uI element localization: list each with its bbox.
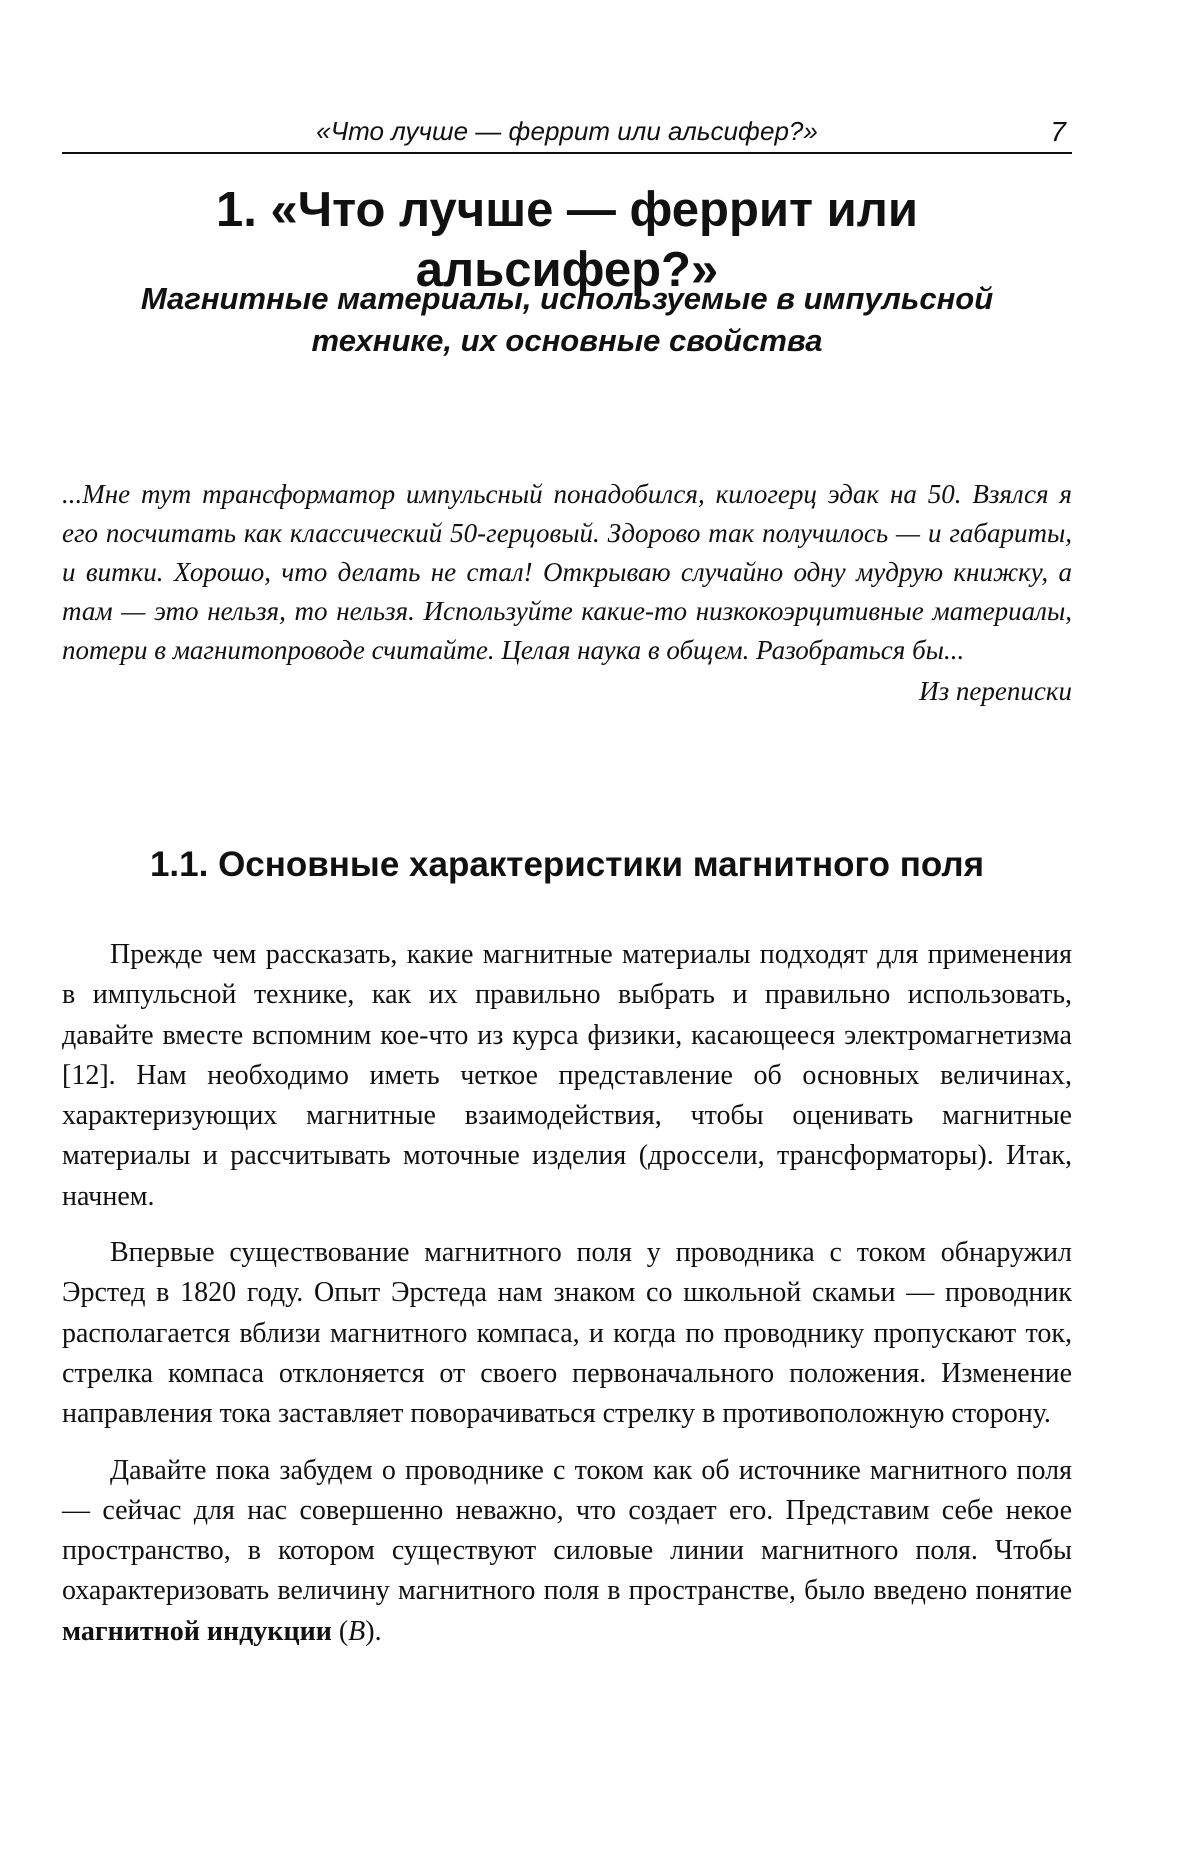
epigraph-text: ...Мне тут трансформатор импульсный понадобился, килогерц эдак на 50. Взялся я его посчитать как классический 50-герцовый. Здорово так получилось — и габариты, и витки. Хорошо, что делать не стал! Открываю случайно одну мудрую книжку, а там — это нельзя, то нельзя. Используйте какие-то низкокоэрцитивные материалы, потери в магнитопроводе считайте. Целая наука в общем. Разобраться бы...: [62, 479, 1072, 665]
paragraph-3-text: Давайте пока забудем о проводнике с током как об источнике магнитного поля — сейчас для нас совершенно неважно, что создает его. Представим себе некое пространство, в котором существуют силовые линии магнитного поля. Чтобы охарактеризовать величину магнитного поля в пространстве, было введено понятие: [62, 1454, 1072, 1607]
page-number: 7: [1050, 116, 1066, 147]
paragraph-3-open: (: [331, 1615, 349, 1647]
epigraph-source: Из переписки: [919, 676, 1072, 706]
epigraph: [62, 475, 1072, 711]
chapter-subtitle: Магнитные материалы, используемые в импульсной технике, их основные свойства: [140, 281, 994, 358]
running-head-title: «Что лучше — феррит или альсифер?»: [316, 116, 818, 146]
body-text: [62, 935, 1072, 1668]
paragraph-3-close: ).: [365, 1615, 382, 1647]
symbol-b: B: [348, 1615, 366, 1647]
paragraph-2: Впервые существование магнитного поля у проводника с током обнаружил Эрстед в 1820 году. Опыт Эрстеда нам знаком со школьной скамьи — проводник располагается вблизи магнитного компаса, и когда по проводнику пропускают ток, стрелка компаса отклоняется от своего первоначального положения. Изменение направления тока заставляет поворачиваться стрелку в противоположную сторону.: [62, 1237, 1072, 1430]
section-title: 1.1. Основные характеристики магнитного поля: [149, 845, 985, 884]
term-magnetic-induction: магнитной индукции: [62, 1615, 332, 1647]
running-head: [62, 110, 1072, 154]
chapter-title: 1. «Что лучше — феррит или альсифер?»: [215, 183, 918, 297]
paragraph-1: Прежде чем рассказать, какие магнитные материалы подходят для применения в импульсной технике, как их правильно выбрать и правильно использовать, давайте вместе вспомним кое-что из курса физики, касающееся электромагнетизма [12]. Нам необходимо иметь четкое представление об основных величинах, характеризующих магнитные взаимодействия, чтобы оценивать магнитные материалы и рассчитывать моточные изделия (дроссели, трансформаторы). Итак, начнем.: [62, 939, 1072, 1212]
paragraph-3: [62, 1451, 1072, 1652]
